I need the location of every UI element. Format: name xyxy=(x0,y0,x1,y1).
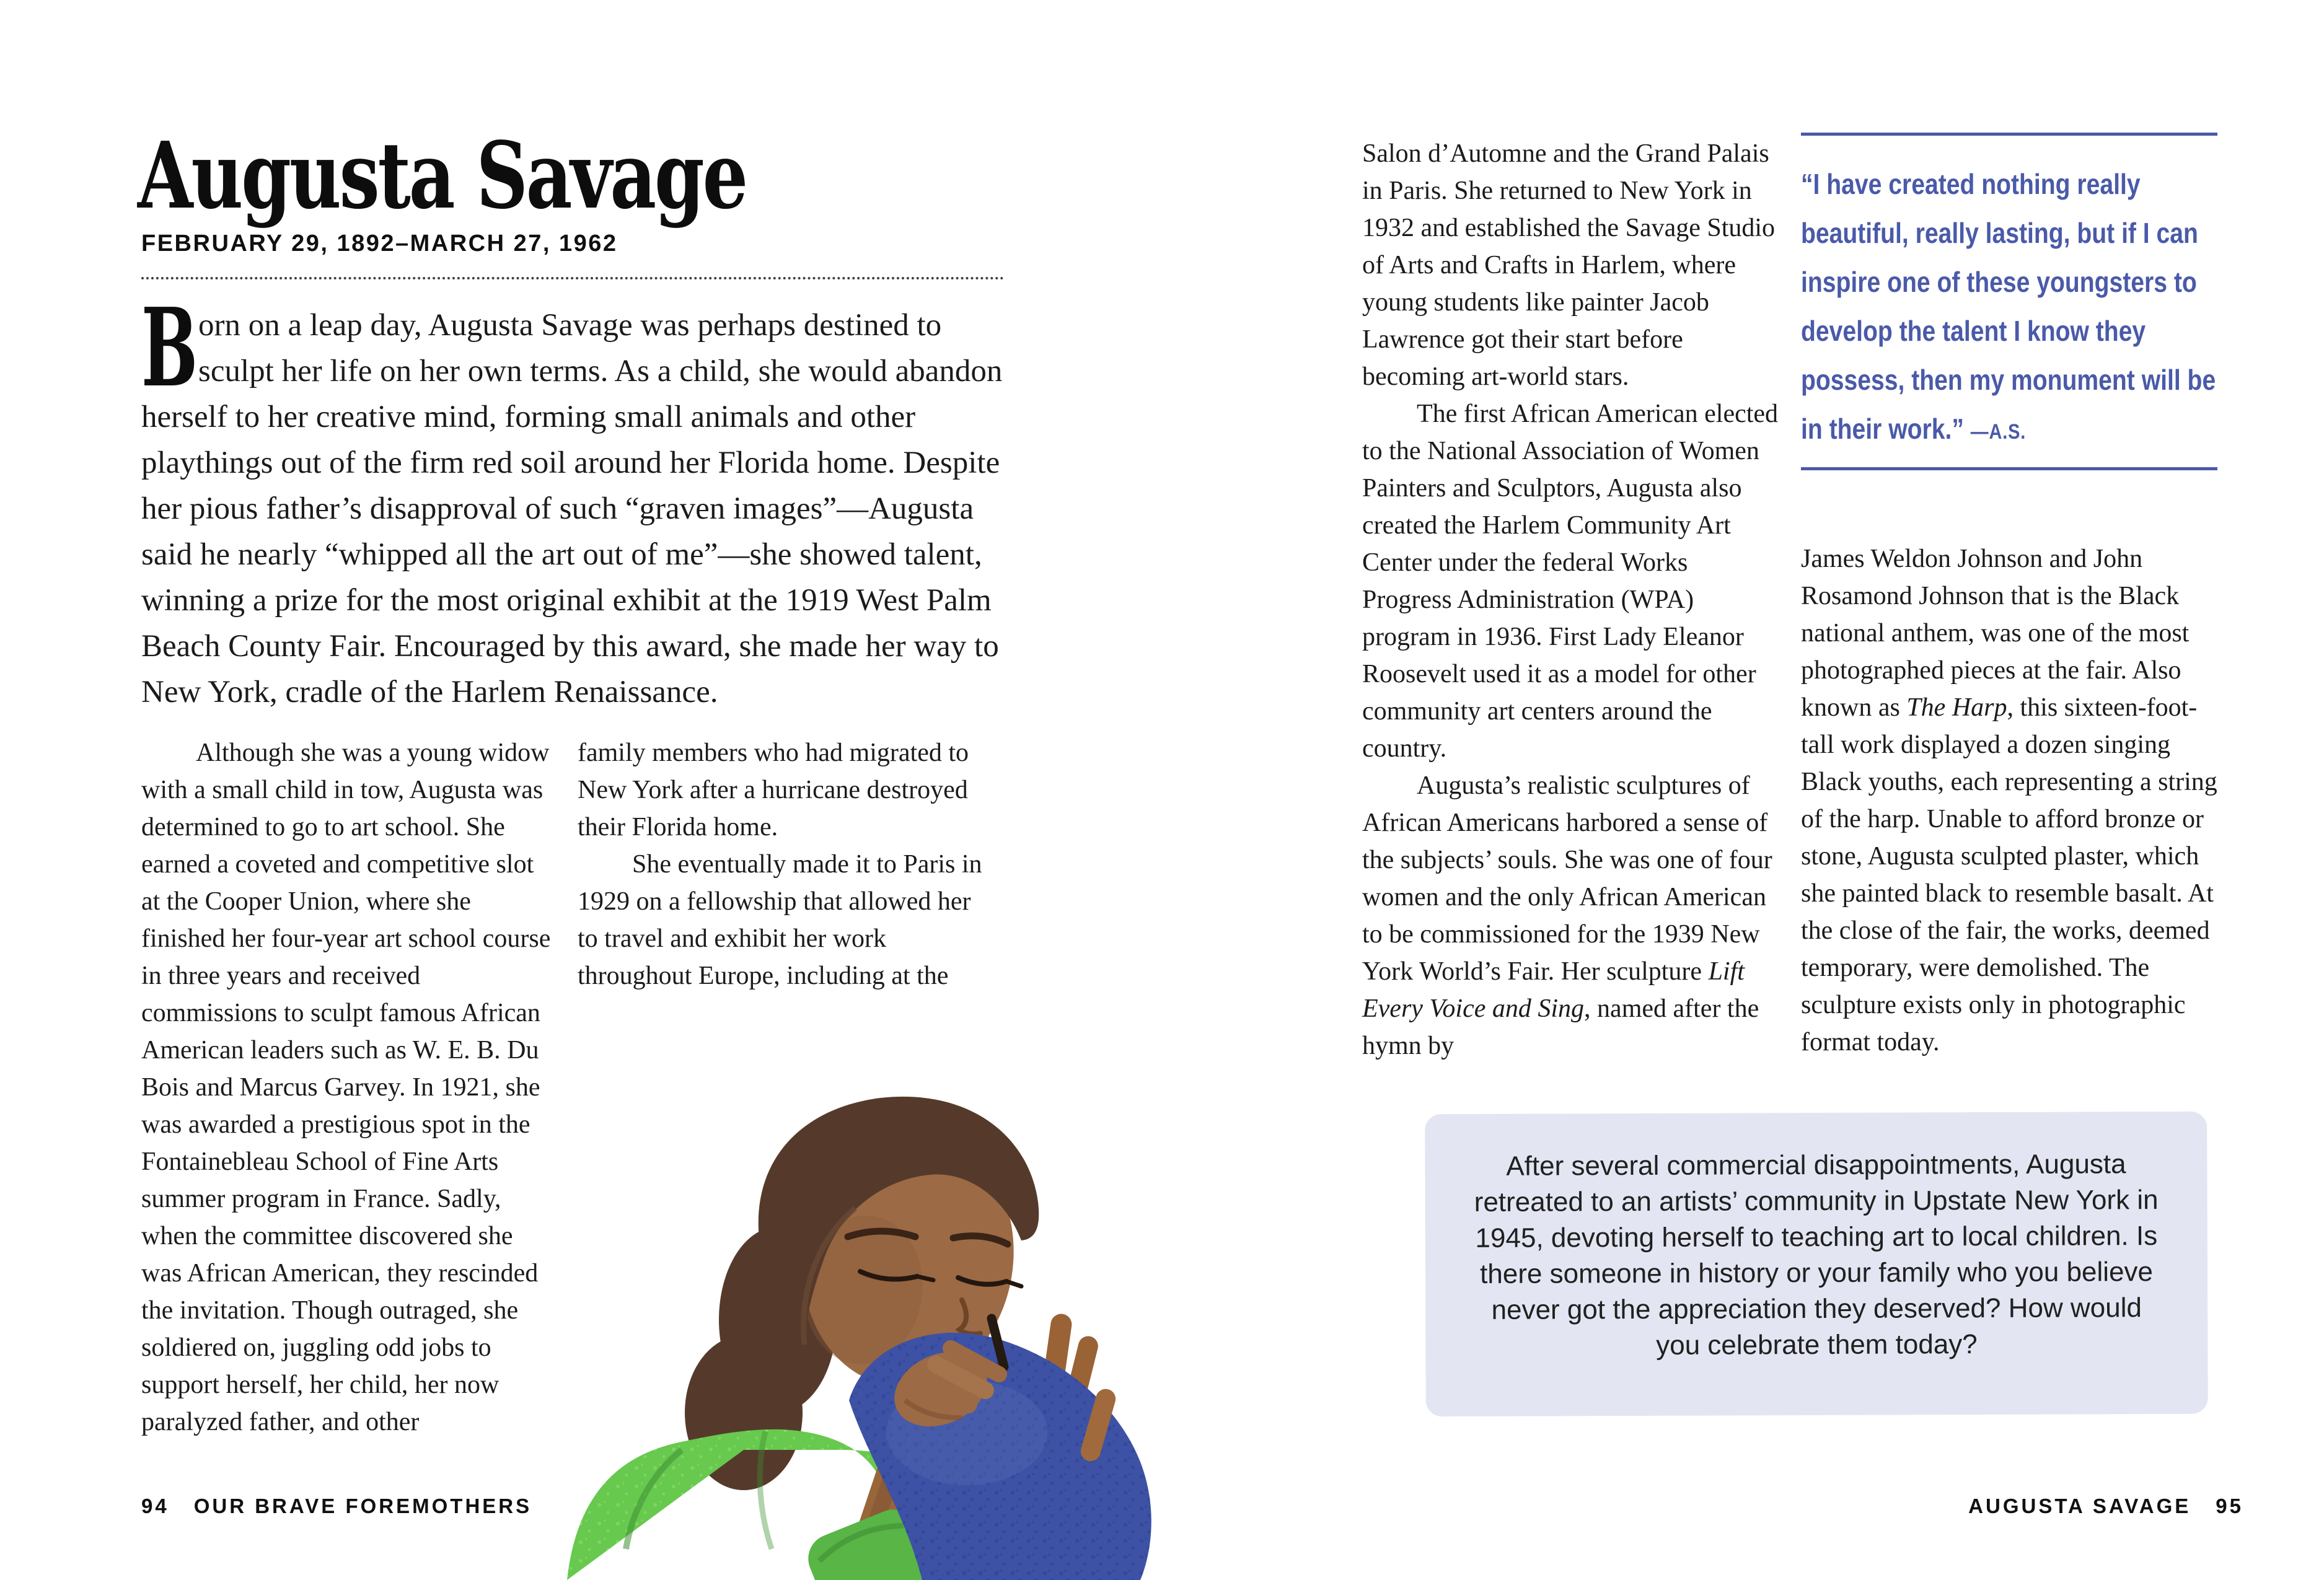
intro-text: orn on a leap day, Augusta Savage was perhaps destined to sculpt her life on her own terms. As a child, she would abandon herself to her creative mind, forming small animals and other playthings out of the firm red soil around her Florida home. Despite her pious father’s disapproval of such “graven images”—Augusta said he nearly “whipped all the art out of me”—she showed talent, winning a prize for the most original exhibit at the 1919 West Palm Beach County Fair. Encouraged by this award, she made her way to New York, cradle of the Harlem Renaissance. xyxy=(141,308,1003,709)
body-paragraph: James Weldon Johnson and John Rosamond Johnson that is the Black national anthem, was one of the most photographed pieces at the fair. Also known as The Harp, this sixteen-foot-tall work displayed a dozen singing Black youths, each representing a string of the harp. Unable to afford bronze or stone, Augusta sculpted plaster, which she painted black to resemble basalt. At the close of the fair, the works, deemed temporary, were demolished. The sculpture exists only in photographic format today. xyxy=(1801,545,2217,1056)
body-paragraph: She eventually made it to Paris in 1929 on a fellowship that allowed her to travel and exhibit her work throughout Europe, including at the xyxy=(578,850,982,990)
right-page-column-1 xyxy=(1362,135,1781,1064)
body-paragraph: The first African American elected to the National Association of Women Painters and Sculptors, Augusta also created the Harlem Community Art Center under the federal Works Progress Administration (WPA) program in 1936. First Lady Eleanor Roosevelt used it as a model for other community art centers around the country. xyxy=(1362,400,1779,763)
body-paragraph: Augusta’s realistic sculptures of African Americans harbored a sense of the subjects’ souls. She was one of four women and the only African American to be commissioned for the 1939 New York World’s Fair. Her sculpture Lift Every Voice and Sing, named after the hymn by xyxy=(1362,771,1772,1060)
page-title: Augusta Savage xyxy=(138,121,746,229)
activity-text: After several commercial disappointments, Augusta retreated to an artists’ community in Upstate New York in 1945, devoting herself to teaching art to local children. Is there someone in history or your family who you believe never got the appreciation they deserved? How would you celebrate them today? xyxy=(1474,1149,2159,1361)
body-paragraph: family members who had migrated to New York after a hurricane destroyed their Florida home. xyxy=(578,739,969,841)
activity-box xyxy=(1425,1112,2208,1416)
left-page-column-1 xyxy=(141,734,558,1441)
body-paragraph: Although she was a young widow with a small child in tow, Augusta was determined to go to art school. She earned a coveted and competitive slot at the Cooper Union, where she finished her four-year art school course in three years and received commissions to sculpt famous African American leaders such as W. E. B. Du Bois and Marcus Garvey. In 1921, she was awarded a prestigious spot in the Fontainebleau School of Fine Arts summer program in France. Sadly, when the committee discovered she was African American, they rescinded the invitation. Though outraged, she soldiered on, juggling odd jobs to support herself, her child, her now paralyzed father, and other xyxy=(141,739,551,1436)
intro-paragraph xyxy=(141,285,1009,715)
left-page-column-2 xyxy=(578,734,994,994)
pull-quote-rule-top xyxy=(1801,133,2217,136)
pull-quote xyxy=(1801,160,2228,457)
pull-quote-text: “I have created nothing really beautiful, really lasting, but if I can inspire one of these youngsters to develop the talent I know they possess, then my monument will be in their work.” xyxy=(1801,168,2216,445)
book-title: OUR BRAVE FOREMOTHERS xyxy=(193,1494,532,1517)
page-number: 95 xyxy=(2216,1494,2243,1517)
pull-quote-rule-bottom xyxy=(1801,467,2217,470)
chapter-title: AUGUSTA SAVAGE xyxy=(1968,1494,2191,1517)
page-number: 94 xyxy=(141,1494,169,1517)
page-footer-left xyxy=(141,1494,532,1518)
illustration-augusta-savage xyxy=(558,1053,1177,1580)
page-footer-right xyxy=(1968,1494,2243,1518)
quote-attribution: —A.S. xyxy=(1970,420,2027,444)
body-paragraph: Salon d’Automne and the Grand Palais in Paris. She returned to New York in 1932 and established the Savage Studio of Arts and Crafts in Harlem, where young students like painter Jacob Lawrence got their start before becoming art-world stars. xyxy=(1362,139,1776,391)
life-dates: FEBRUARY 29, 1892–MARCH 27, 1962 xyxy=(141,230,618,257)
dotted-divider xyxy=(141,277,1004,279)
right-page-column-2 xyxy=(1801,540,2225,1061)
drop-cap: B xyxy=(141,285,198,411)
